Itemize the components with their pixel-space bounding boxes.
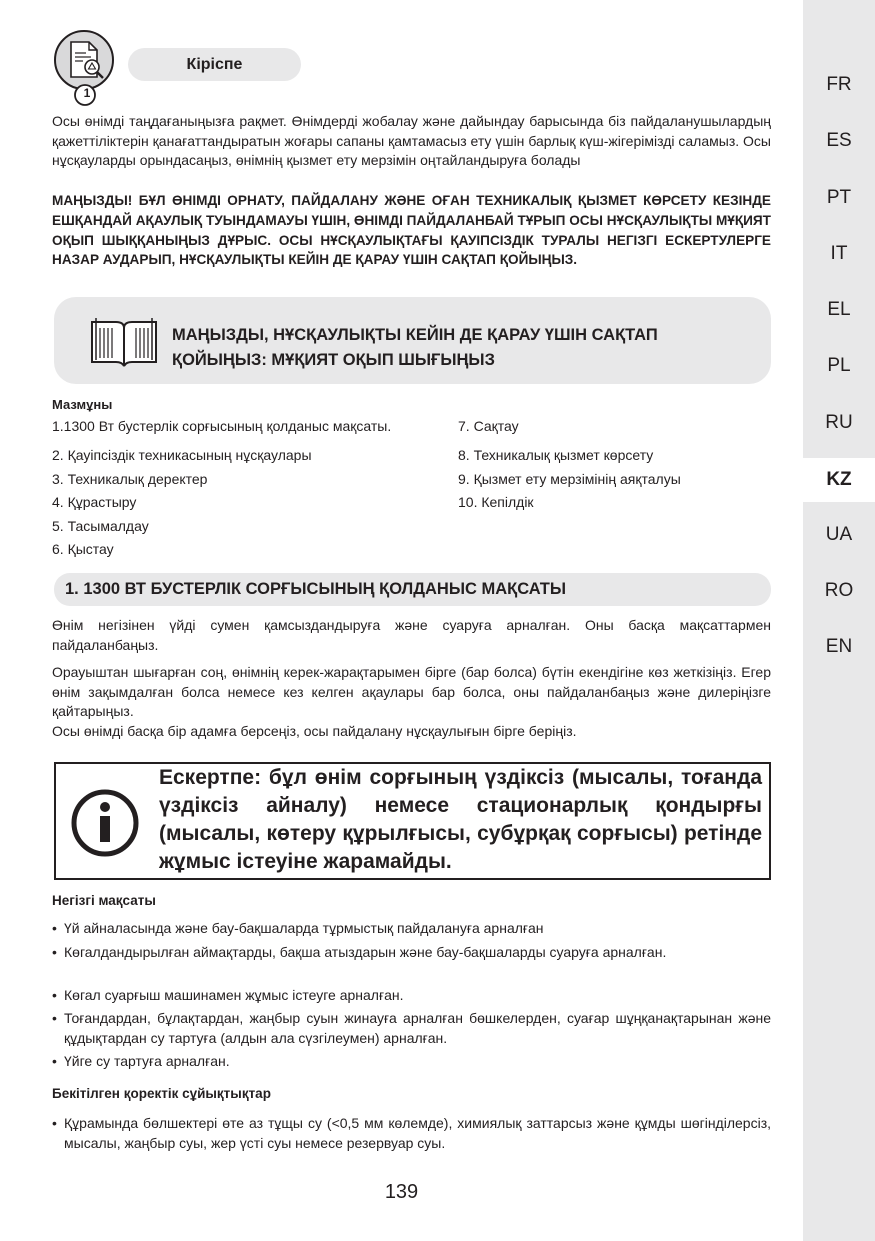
page-number: 139 (384, 1181, 419, 1203)
section-heading: 1. 1300 ВТ БУСТЕРЛІК СОРҒЫСЫНЫҢ ҚОЛДАНЫС МАҚСАТЫ (65, 580, 567, 598)
lang-tab-fr[interactable]: FR (826, 74, 852, 95)
toc-item[interactable]: 3. Техникалық деректер (52, 471, 208, 487)
section-pill-title: Кіріспе (128, 48, 301, 81)
lang-tab-es[interactable]: ES (826, 130, 852, 151)
lang-tab-ro[interactable]: RO (824, 580, 854, 601)
lang-tab-el[interactable]: EL (827, 299, 851, 320)
main-purpose-title: Негізгі мақсаты (52, 893, 156, 908)
important-notice-line-2: ҚОЙЫҢЫЗ: МҰҚИЯТ ОҚЫП ШЫҒЫҢЫЗ (172, 351, 495, 369)
important-notice-line-1: МАҢЫЗДЫ, НҰСҚАУЛЫҚТЫ КЕЙІН ДЕ ҚАРАУ ҮШІН САҚТАП (172, 326, 658, 344)
lang-tab-kz-active[interactable]: KZ (803, 458, 875, 502)
lang-tab-ua[interactable]: UA (825, 524, 853, 545)
toc-item[interactable]: 6. Қыстау (52, 541, 114, 557)
toc-item[interactable]: 7. Сақтау (458, 418, 519, 434)
list-item: • Үйге су тартуға арналған. (52, 1052, 771, 1072)
list-item: • Тоғандардан, бұлақтардан, жаңбыр суын жинауға арналған бөшкелерден, суағар шұңқанақтарынан және құдықтардан су тартуға (алдын ала сүзгілеумен) арналған. (52, 1009, 771, 1048)
list-item: • Көгал суарғыш машинамен жұмыс істеуге арналған. (52, 986, 771, 1006)
section-paragraph: Өнім негізінен үйді сумен қамсыздандыруға және суаруға арналған. Оны басқа мақсаттармен пайдаланбаңыз. (52, 617, 771, 653)
fluids-title: Бекітілген қоректік сұйықтықтар (52, 1086, 271, 1101)
section-number: 1 (83, 86, 91, 100)
toc-item[interactable]: 5. Тасымалдау (52, 518, 149, 534)
list-item: • Көгалдандырылған аймақтарды, бақша атыздарын және бау-бақшаларды суаруға арналған. (52, 943, 771, 963)
toc-item[interactable]: 9. Қызмет ету мерзімінің аяқталуы (458, 471, 681, 487)
section-paragraph: Орауыштан шығарған соң, өнімнің керек-жарақтарымен бірге (бар болса) бүтін екендігіне көз жеткізіңіз. Егер өнім зақымдалған болса немесе кез келген ақаулары бар болса, оны пайдаланбаңыз және дилеріңізге қайтарыңыз. (52, 664, 771, 719)
toc-item[interactable]: 10. Кепілдік (458, 494, 534, 510)
language-sidebar (803, 0, 875, 1241)
intro-paragraph: Осы өнімді таңдағаныңызға рақмет. Өнімдерді жобалау және дайындау барысында біз пайдаланушылардың қажеттіліктерін қанағаттандыратын жоғары сапаны қамтамасыз ету үшін барлық күш-жігерімізді саламыз. Осы нұсқауларды орындасаңыз, өнімнің қызмет ету мерзімін оңтайландыруға болады (52, 113, 771, 168)
lang-tab-pt[interactable]: PT (826, 187, 852, 208)
lang-tab-en[interactable]: EN (825, 636, 853, 657)
important-paragraph: МАҢЫЗДЫ! БҰЛ ӨНІМДІ ОРНАТУ, ПАЙДАЛАНУ ЖӘНЕ ОҒАН ТЕХНИКАЛЫҚ ҚЫЗМЕТ КӨРСЕТУ КЕЗІНДЕ ЕШҚАНДАЙ АҚАУЛЫҚ ТУЫНДАМАУЫ ҮШІН, ӨНІМДІ ПАЙДАЛАНБАЙ ТҰРЫП ОСЫ НҰСҚАУЛЫҚТЫ МҰҚИЯТ ОҚЫП ШЫҚҚАНЫҢЫЗ ДҰРЫС. ОСЫ НҰСҚАУЛЫҚТАҒЫ ҚАУІПСІЗДІК ТУРАЛЫ НЕГІЗГІ ЕСКЕРТУЛЕРГЕ НАЗАР АУДАРЫП, НҰСҚАУЛЫҚТЫ КЕЙІН ДЕ ҚАРАУ ҮШІН САҚТАП ҚОЙЫҢЫЗ. (52, 193, 771, 268)
toc-item[interactable]: 1.1300 Вт бустерлік сорғысының қолданыс мақсаты. (52, 418, 392, 434)
toc-item[interactable]: 4. Құрастыру (52, 494, 137, 510)
important-notice-text (172, 323, 762, 373)
toc-item[interactable]: 8. Техникалық қызмет көрсету (458, 447, 654, 463)
toc-item[interactable]: 2. Қауіпсіздік техникасының нұсқаулары (52, 447, 312, 463)
list-item: • Үй айналасында және бау-бақшаларда тұрмыстық пайдалануға арналған (52, 919, 771, 939)
open-book-icon (90, 316, 158, 370)
section-paragraph: Осы өнімді басқа бір адамға берсеңіз, осы пайдалану нұсқаулығын бірге беріңіз. (52, 723, 577, 739)
list-item: • Құрамында бөлшектері өте аз тұщы су (<0,5 мм көлемде), химиялық заттарсыз және құмды шөгінділерсіз, мысалы, жаңбыр суы, жер үсті суы немесе резервуар суы. (52, 1114, 771, 1153)
lang-tab-it[interactable]: IT (830, 243, 848, 264)
info-icon (70, 788, 140, 858)
toc-title: Мазмұны (52, 397, 113, 412)
lang-tab-pl[interactable]: PL (827, 355, 851, 376)
warning-text: Ескертпе: бұл өнім сорғының үздіксіз (мысалы, тоғанда үздіксіз айналу) немесе стационарлық қондырғы (мысалы, көтеру құрылғысы, субұрқақ сорғысы) ретінде жұмыс істеуіне жарамайды. (159, 766, 762, 873)
lang-tab-ru[interactable]: RU (825, 412, 853, 433)
